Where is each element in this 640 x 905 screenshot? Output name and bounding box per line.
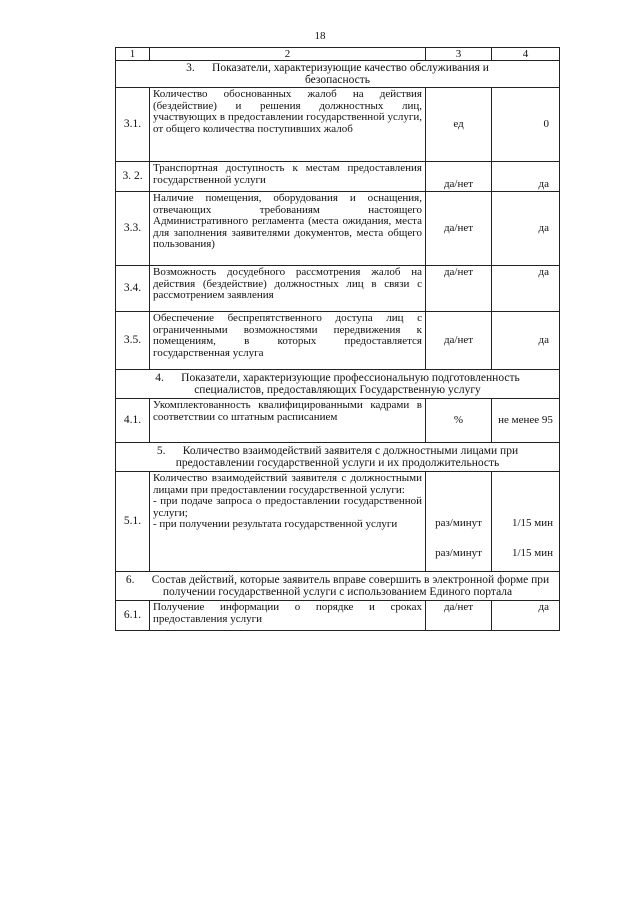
indicators-table — [115, 47, 560, 631]
row-description — [150, 472, 426, 572]
row-description-item: - при подаче запроса о предоставлении государственной услуги; — [153, 495, 422, 519]
row-description: Возможность досудебного рассмотрения жалоб на действия (бездействие) должностных лиц в связи с рассмотрением заявления — [150, 266, 426, 312]
table-row — [116, 399, 560, 443]
table-row — [116, 312, 560, 370]
column-header-row — [116, 48, 560, 61]
row-value: да — [492, 312, 560, 370]
row-unit-2: раз/минут — [435, 547, 482, 559]
row-description-item: - при получении результата государственной услуги — [153, 518, 398, 530]
row-value: да — [492, 162, 560, 192]
row-unit: да/нет — [426, 192, 492, 266]
row-value-1: 1/15 мин — [511, 517, 553, 529]
row-unit: ед — [426, 88, 492, 162]
row-unit — [426, 472, 492, 572]
row-description-intro: Количество взаимодействий заявителя с должностными лицами при предоставлении государственной услуги: — [153, 472, 422, 496]
row-number: 3. 2. — [116, 162, 150, 192]
row-description: Укомплектованность квалифицированными кадрами в соответствии со штатным расписанием — [150, 399, 426, 443]
column-header: 3 — [426, 48, 492, 61]
section-title: 4. Показатели, характеризующие профессиональную подготовленность специалистов, предоставляющих Государственную услугу — [116, 370, 560, 399]
section-row — [116, 443, 560, 472]
row-unit-1: раз/минут — [435, 517, 482, 529]
table-row — [116, 88, 560, 162]
column-header: 4 — [492, 48, 560, 61]
row-number: 5.1. — [116, 472, 150, 572]
column-header: 1 — [116, 48, 150, 61]
table-row — [116, 472, 560, 572]
row-value — [492, 472, 560, 572]
section-title: 6. Состав действий, которые заявитель вправе совершить в электронной форме при получении государственной услуги с использованием Единого портала — [116, 572, 560, 601]
row-description: Обеспечение беспрепятственного доступа лиц с ограниченными возможностями передвижения к помещениям, в которых предоставляется государственная услуга — [150, 312, 426, 370]
row-description: Транспортная доступность к местам предоставления государственной услуги — [150, 162, 426, 192]
table-row — [116, 192, 560, 266]
row-number: 3.1. — [116, 88, 150, 162]
table-row — [116, 162, 560, 192]
section-row — [116, 572, 560, 601]
row-description: Получение информации о порядке и сроках предоставления услуги — [150, 601, 426, 631]
row-value-2: 1/15 мин — [511, 547, 553, 559]
row-description: Количество обоснованных жалоб на действия (бездействие) и решения должностных лиц, участвующих в предоставлении государственной услуги, от общего количества поступивших жалоб — [150, 88, 426, 162]
section-row — [116, 370, 560, 399]
row-number: 4.1. — [116, 399, 150, 443]
row-value: 0 — [492, 88, 560, 162]
page-number: 18 — [314, 30, 326, 42]
row-unit: % — [426, 399, 492, 443]
row-number: 3.4. — [116, 266, 150, 312]
row-description: Наличие помещения, оборудования и оснащения, отвечающих требованиям настоящего Административного регламента (места ожидания, места для заполнения заявителями документов, места общего пользования) — [150, 192, 426, 266]
section-title: 5. Количество взаимодействий заявителя с должностными лицами при предоставлении государственной услуги и их продолжительность — [116, 443, 560, 472]
row-unit: да/нет — [426, 601, 492, 631]
table-row — [116, 601, 560, 631]
section-title: 3. Показатели, характеризующие качество обслуживания и безопасность — [116, 61, 560, 88]
row-unit: да/нет — [426, 266, 492, 312]
row-unit: да/нет — [426, 312, 492, 370]
row-unit: да/нет — [426, 162, 492, 192]
section-row — [116, 61, 560, 88]
row-value: да — [492, 266, 560, 312]
row-value: да — [492, 601, 560, 631]
row-number: 3.3. — [116, 192, 150, 266]
column-header: 2 — [150, 48, 426, 61]
row-value: не менее 95 — [492, 399, 560, 443]
row-number: 3.5. — [116, 312, 150, 370]
table-row — [116, 266, 560, 312]
row-value: да — [492, 192, 560, 266]
row-number: 6.1. — [116, 601, 150, 631]
